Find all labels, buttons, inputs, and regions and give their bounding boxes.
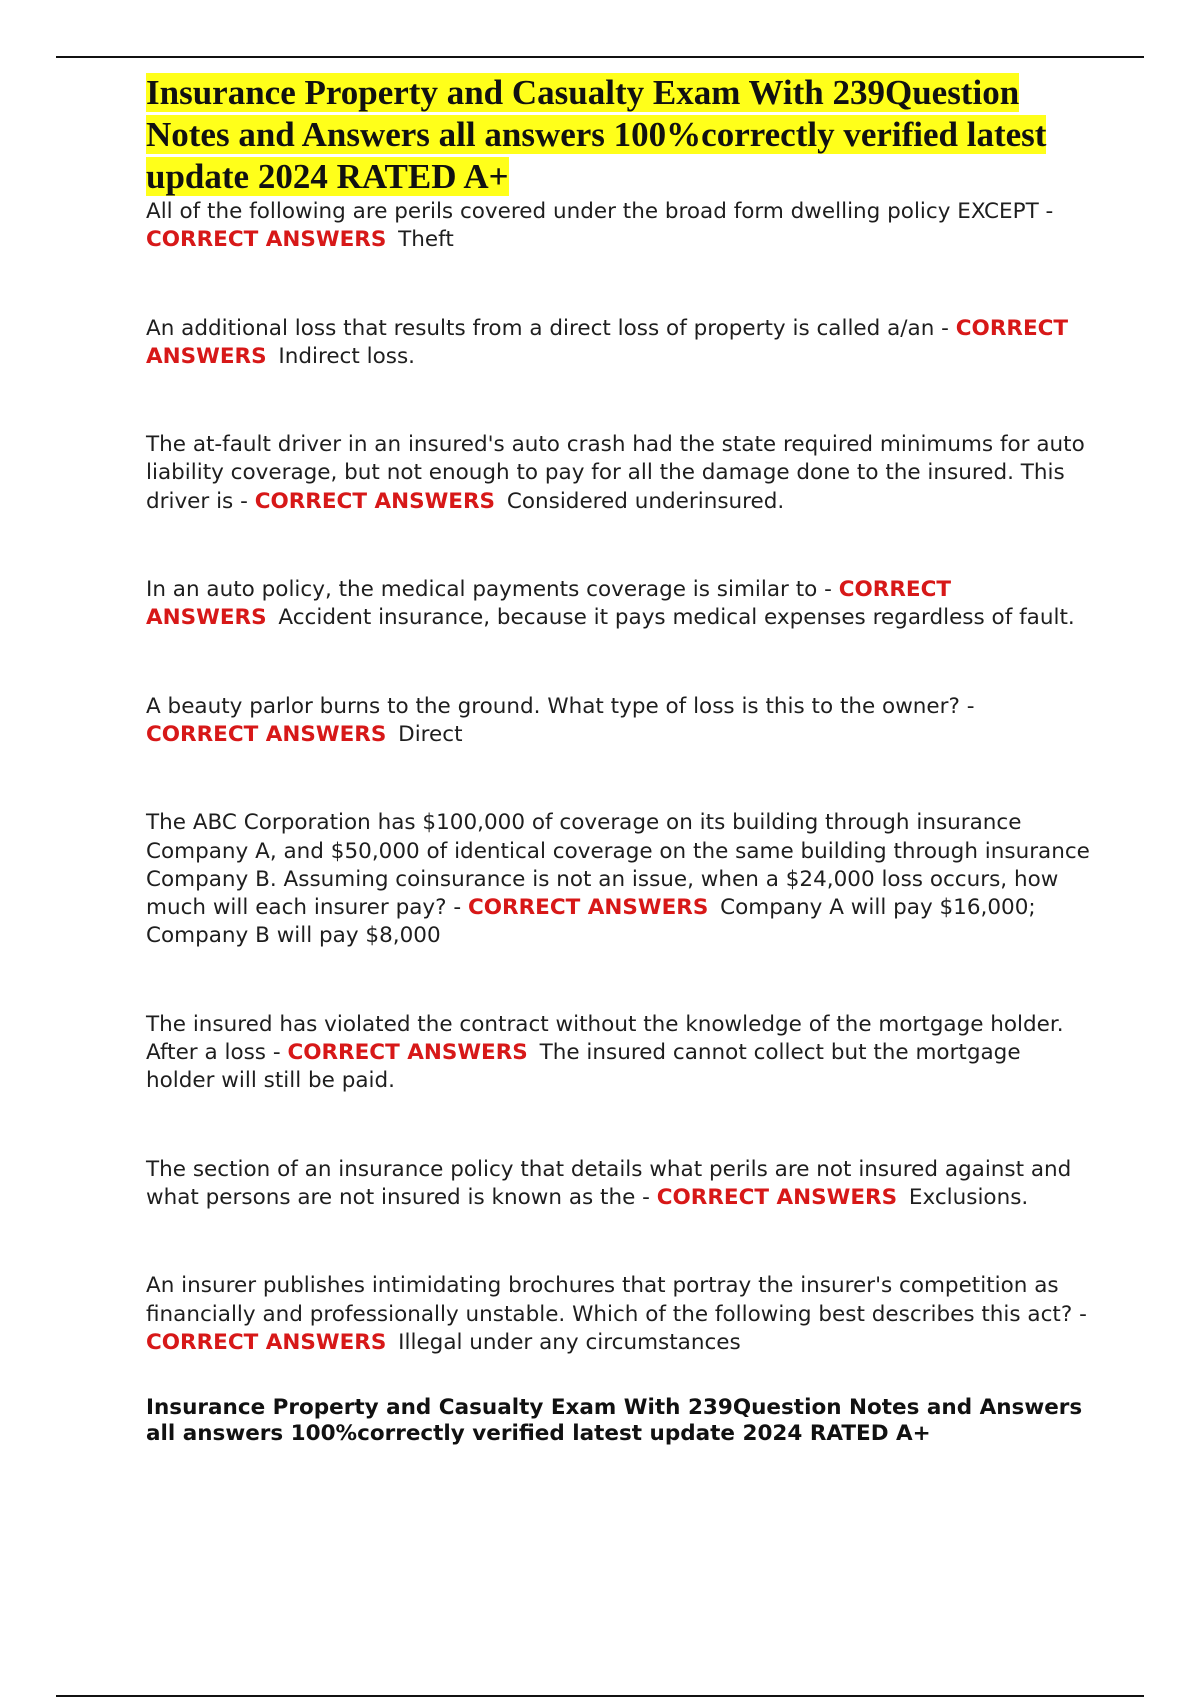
question-text: An insurer publishes intimidating brochures that portray the insurer's competition as financially and professionally unstable. Which of the following best describes this act? -: [146, 1273, 1087, 1327]
qa-item: [146, 315, 1091, 372]
qa-item: [146, 809, 1091, 950]
answer-text: Direct: [398, 721, 463, 747]
correct-answers-label: CORRECT ANSWERS: [254, 488, 496, 514]
answer-text: Company A will pay $16,000; Company B will pay $8,000: [146, 895, 1036, 949]
correct-answers-label: CORRECT ANSWERS: [146, 577, 952, 631]
qa-item: [146, 1011, 1091, 1096]
answer-text: Accident insurance, because it pays medical expenses regardless of fault.: [278, 605, 1075, 631]
correct-answers-label: CORRECT ANSWERS: [287, 1040, 528, 1066]
question-text: The ABC Corporation has $100,000 of coverage on its building through insurance Company A, and $50,000 of identical coverage on the same building through insurance Company B. Assuming coinsurance is not an issue, when a $24,000 loss occurs, how much will each insurer pay? -: [146, 810, 1090, 921]
question-text: A beauty parlor burns to the ground. What type of loss is this to the owner? -: [146, 693, 975, 719]
question-text: The section of an insurance policy that details what perils are not insured against and what persons are not insured is known as the -: [146, 1156, 1072, 1210]
qa-item: [146, 1272, 1091, 1357]
top-rule: [56, 56, 1144, 58]
question-text: All of the following are perils covered under the broad form dwelling policy EXCEPT -: [146, 199, 1054, 224]
answer-text: The insured cannot collect but the mortgage holder will still be paid.: [146, 1040, 1021, 1094]
bottom-rule: [56, 1695, 1144, 1697]
qa-item: [146, 576, 1091, 633]
answer-text: Considered underinsured.: [506, 488, 785, 514]
question-text: An additional loss that results from a direct loss of property is called a/an -: [146, 315, 956, 341]
correct-answers-label: CORRECT ANSWERS: [146, 721, 387, 747]
qa-item: [146, 198, 1091, 255]
correct-answers-label: CORRECT ANSWERS: [146, 315, 1069, 369]
correct-answers-label: CORRECT ANSWERS: [656, 1184, 898, 1210]
answer-text: Exclusions.: [908, 1184, 1029, 1210]
answer-text: Illegal under any circumstances: [398, 1329, 741, 1355]
document-title: [146, 72, 1091, 198]
title-highlight: Insurance Property and Casualty Exam With 239Question Notes and Answers all answers 100%correctly verified latest update 2024 RATED A+: [146, 73, 1047, 196]
correct-answers-label: CORRECT ANSWERS: [146, 227, 387, 253]
question-text: The at-fault driver in an insured's auto crash had the state required minimums for auto liability coverage, but not enough to pay for all the damage done to the insured. This driver is -: [146, 432, 1085, 514]
answer-text: Theft: [398, 227, 454, 253]
question-text: The insured has violated the contract without the knowledge of the mortgage holder. After a loss -: [146, 1011, 1064, 1066]
document-body: [146, 72, 1091, 1447]
correct-answers-label: CORRECT ANSWERS: [146, 1329, 387, 1355]
qa-item: [146, 1156, 1091, 1213]
correct-answers-label: CORRECT ANSWERS: [467, 895, 709, 921]
qa-item: [146, 431, 1091, 516]
qa-item: [146, 693, 1091, 750]
answer-text: Indirect loss.: [278, 343, 416, 369]
page-footer-title: Insurance Property and Casualty Exam With 239Question Notes and Answers all answers 100%correctly verified latest update 2024 RATED A+: [146, 1395, 1083, 1447]
question-text: In an auto policy, the medical payments coverage is similar to -: [146, 577, 839, 603]
